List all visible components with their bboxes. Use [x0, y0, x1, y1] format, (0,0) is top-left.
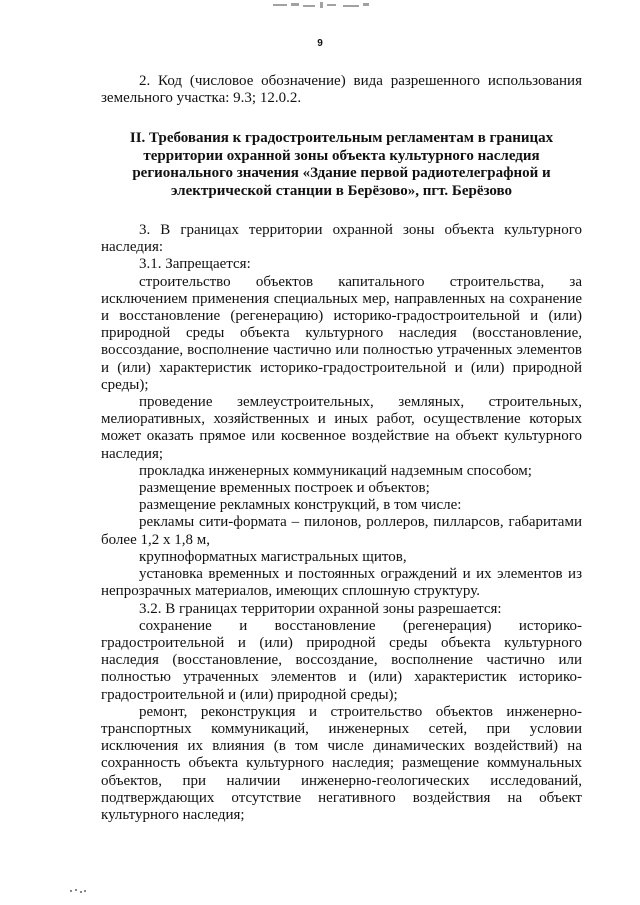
paragraph-3-1-advertising: размещение рекламных конструкций, в том числе:	[139, 497, 462, 514]
paragraph-3-1-city-format: рекламы сити-формата – пилонов, роллеров, пилларсов, габаритами более 1,2 х 1,8 м,	[101, 514, 582, 548]
paragraph-3-1-temporary: размещение временных построек и объектов;	[139, 480, 430, 497]
paragraph-3-2: 3.2. В границах территории охранной зоны разрешается:	[139, 600, 502, 617]
paragraph-3-2-repair: ремонт, реконструкция и строительство объектов инженерно-транспортных коммуникаций, инженерных сетей, при условии исключения их влияния (в том числе динамических воздействий) на сохранность объекта культурного наследия; размещение коммунальных объектов, при наличии инженерно-геологических исследований, подтверждающих отсутствие негативного воздействия на объект культурного наследия;	[101, 703, 582, 823]
document-body	[101, 73, 582, 824]
section-heading: II. Требования к градостроительным регламентам в границах территории охранной зоны объекта культурного наследия регионального значения «Здание первой радиотелеграфной и электрической станции в Берёзово», пгт. Берёзово	[129, 130, 554, 199]
paragraph-item-2: 2. Код (числовое обозначение) вида разрешенного использования земельного участка: 9.3; 12.0.2.	[101, 73, 582, 107]
paragraph-3-1: 3.1. Запрещается:	[139, 256, 251, 273]
paragraph-3-1-billboards: крупноформатных магистральных щитов,	[139, 548, 407, 565]
paragraph-3-1-construction: строительство объектов капитального строительства, за исключением применения специальных мер, направленных на сохранение и восстановление (регенерацию) историко-градостроительной и (или) природной среды объекта культурного наследия (восстановление, воссоздание, восполнение частично или полностью утраченных элементов и (или) характеристик историко-градостроительной и (или) природной среды);	[101, 273, 582, 393]
scan-artifact-bottom	[70, 888, 90, 894]
page-number: 9	[317, 38, 323, 49]
paragraph-3-2-preservation: сохранение и восстановление (регенерация) историко-градостроительной и (или) природной среды объекта культурного наследия (восстановление, воссоздание, восполнение частично или полностью утраченных элементов и (или) характеристик историко-градостроительной и (или) природной среды);	[101, 617, 582, 703]
paragraph-3: 3. В границах территории охранной зоны объекта культурного наследия:	[101, 222, 582, 256]
paragraph-3-1-utilities: прокладка инженерных коммуникаций надземным способом;	[139, 462, 532, 479]
scan-artifact	[265, 0, 375, 14]
paragraph-3-1-works: проведение землеустроительных, земляных, строительных, мелиоративных, хозяйственных и иных работ, осуществление которых может оказать прямое или косвенное воздействие на объект культурного наследия;	[101, 394, 582, 462]
paragraph-3-1-fences: установка временных и постоянных ограждений и их элементов из непрозрачных материалов, имеющих сплошную структуру.	[101, 566, 582, 600]
